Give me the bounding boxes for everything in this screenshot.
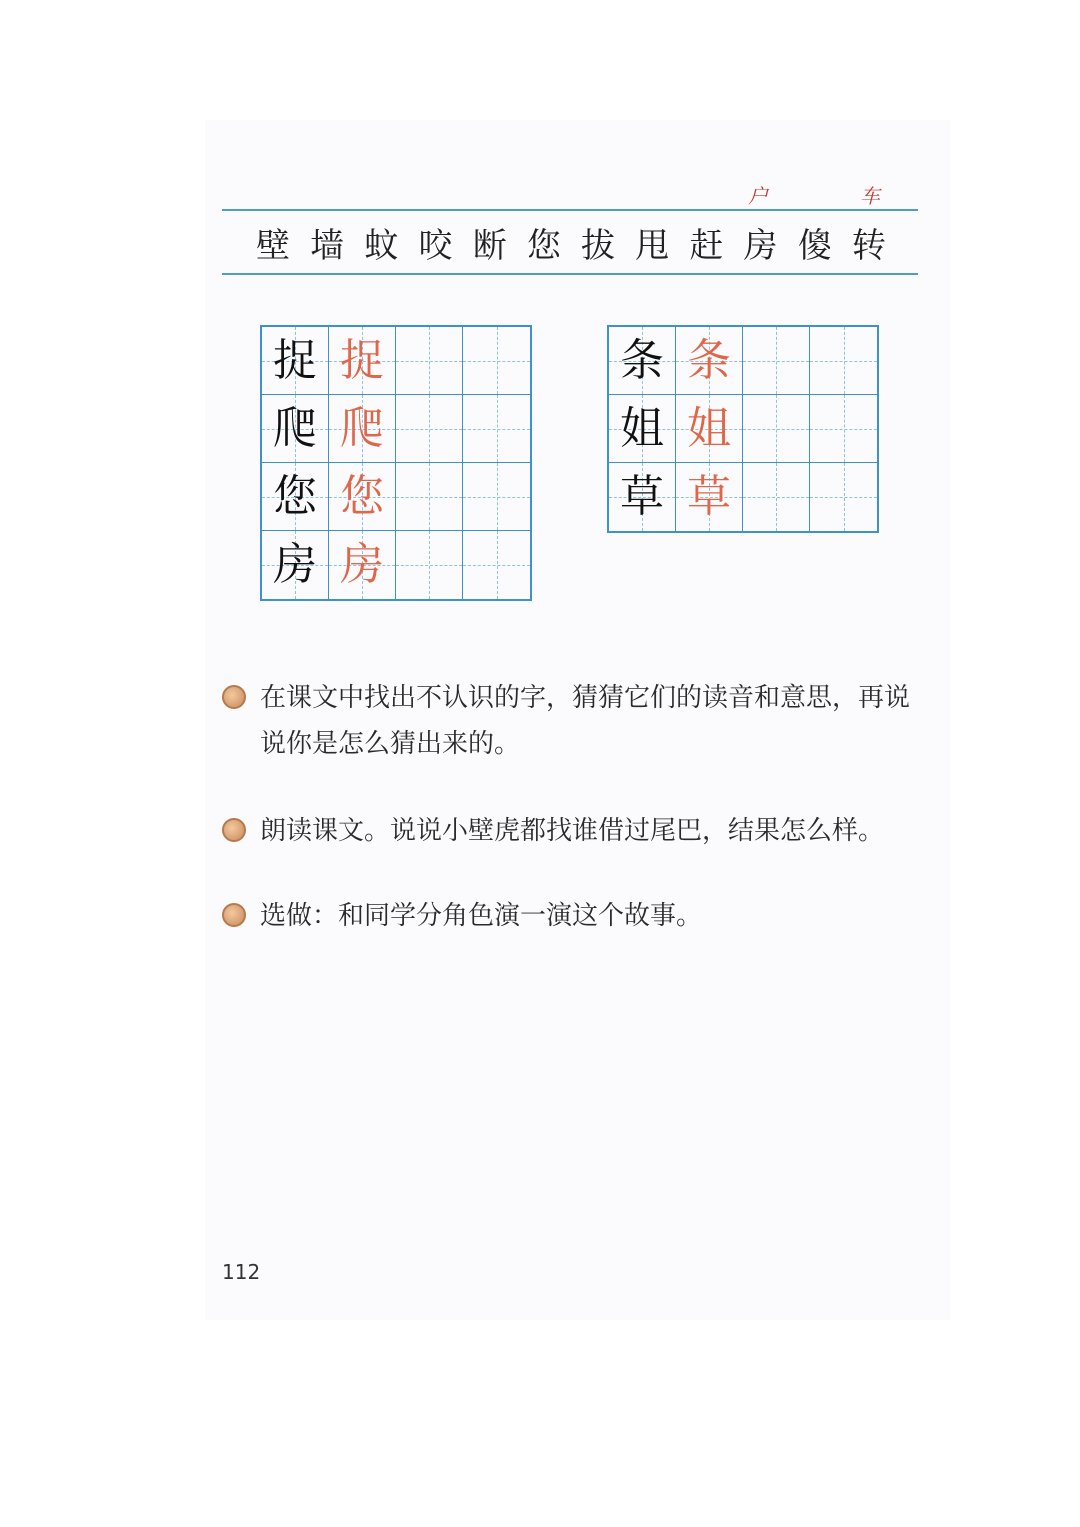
top-rule [222,209,918,211]
trace-char: 房 [340,539,384,590]
trace-char: 捉 [340,334,384,386]
trace-char: 您 [340,470,384,522]
exercise-item [222,808,922,854]
recognize-char: 您 [526,226,561,266]
model-char: 草 [620,471,664,522]
grid-cell [262,327,329,395]
grid-cell[interactable] [463,395,530,463]
grid-cell [262,463,329,531]
grid-cell [609,463,676,531]
exercise-bullet-icon [222,903,246,927]
recognize-char: 赶 [689,226,724,266]
recognize-char: 壁 [256,226,290,266]
model-char: 您 [273,470,317,522]
exercise-bullet-icon [222,685,246,709]
grid-cell [329,327,396,395]
recognize-char: 甩 [635,226,670,266]
radical-hint: 车 [860,184,880,208]
writing-grid-right [607,325,879,533]
recognize-char: 转 [851,226,886,266]
grid-cell[interactable] [396,531,463,599]
grid-cell [676,327,743,395]
model-char: 房 [273,539,317,590]
grid-cell[interactable] [396,395,463,463]
grid-cell [262,395,329,463]
grid-cell[interactable] [396,327,463,395]
exercise-text: 在课文中找出不认识的字，猜猜它们的读音和意思，再说说你是怎么猜出来的。 [260,683,911,759]
grid-cell[interactable] [810,395,877,463]
grid-cell [609,395,676,463]
recognize-char: 墙 [310,226,345,266]
grid-cell[interactable] [463,463,530,531]
grid-cell [262,531,329,599]
exercise-item [222,893,922,939]
grid-cell[interactable] [810,327,877,395]
page-number: 112 [222,1260,261,1284]
recognize-char: 傻 [797,226,832,266]
recognize-char: 蚊 [364,226,399,266]
trace-char: 姐 [687,402,731,454]
grid-cell[interactable] [743,463,810,531]
grid-cell [329,463,396,531]
exercise-text: 选做：和同学分角色演一演这个故事。 [260,901,703,931]
model-char: 捉 [273,334,317,386]
exercise-bullet-icon [222,818,246,842]
grid-cell[interactable] [810,463,877,531]
recognize-char: 房 [743,226,778,266]
grid-cell[interactable] [463,327,530,395]
trace-char: 草 [687,471,731,522]
recognize-char-row [222,222,918,270]
model-char: 爬 [273,402,317,454]
trace-char: 条 [687,334,731,386]
bottom-rule [222,273,918,275]
model-char: 条 [620,334,664,386]
recognize-char: 断 [472,226,507,266]
grid-cell[interactable] [396,463,463,531]
grid-cell[interactable] [743,395,810,463]
grid-cell [329,395,396,463]
radical-hint: 户 [748,184,768,208]
grid-cell[interactable] [463,531,530,599]
model-char: 姐 [620,402,664,454]
recognize-char: 咬 [418,226,453,266]
exercise-item [222,675,922,767]
recognize-char: 拔 [581,226,616,266]
grid-cell [609,327,676,395]
trace-char: 爬 [340,402,384,454]
grid-cell [329,531,396,599]
exercise-text: 朗读课文。说说小壁虎都找谁借过尾巴，结果怎么样。 [260,816,885,846]
grid-cell [676,395,743,463]
grid-cell [676,463,743,531]
writing-grid-left [260,325,532,601]
grid-cell[interactable] [743,327,810,395]
